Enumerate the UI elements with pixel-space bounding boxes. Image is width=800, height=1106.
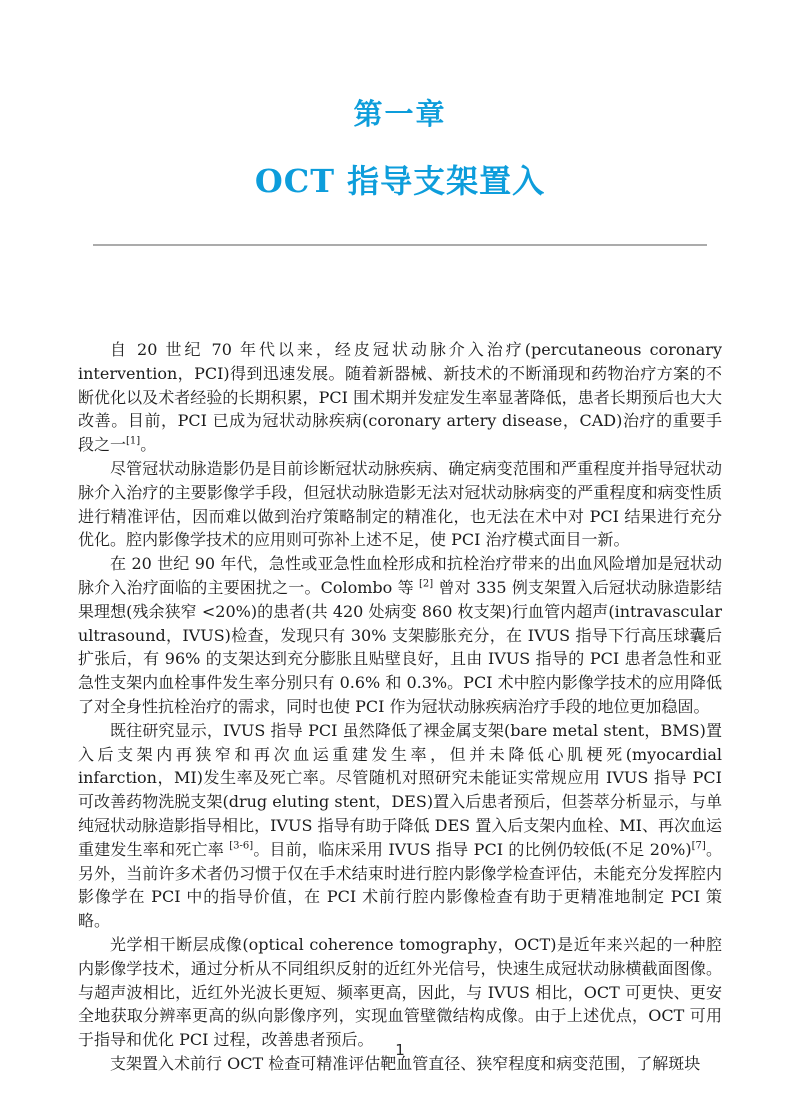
chapter-title: OCT 指导支架置入 <box>254 162 546 201</box>
paragraph-text: 既往研究显示，IVUS 指导 PCI 虽然降低了裸金属支架(bare metal stent，BMS)置入后支架内再狭窄和再次血运重建发生率，但并未降低心肌梗死(myocardial infarction，MI)发生率及死亡率。尽管随机对照研究未能证实常规应用 IVUS 指导 PCI 可改善药物洗脱支架(drug eluting stent，DES)置入后患者预后，但荟萃分析显示，与单纯冠状动脉造影指导相比，IVUS 指导有助于降低 DES 置入后支架内血栓、MI、再次血运重建发生率和死亡率 <box>78 720 722 859</box>
paragraph-text: 支架置入术前行 OCT 检查可精准评估靶血管直径、狭窄程度和病变范围，了解斑块 <box>110 1053 701 1073</box>
page-number: 1 <box>395 1041 405 1059</box>
paragraph <box>78 457 722 552</box>
citation-ref: [3-6] <box>229 840 254 852</box>
paragraph-text: 在 20 世纪 90 年代，急性或亚急性血栓形成和抗栓治疗带来的出血风险增加是冠状动脉介入治疗面临的主要困扰之一。Colombo 等 <box>78 554 722 597</box>
paragraph-text: 。 <box>140 435 157 455</box>
citation-ref: [1] <box>126 435 141 447</box>
paragraph <box>78 933 722 1052</box>
paragraph-text: 。目前，临床采用 IVUS 指导 PCI 的比例仍较低(不足 20%) <box>253 839 692 859</box>
paragraph <box>78 552 722 719</box>
citation-ref: [2] <box>419 578 434 590</box>
paragraph <box>78 719 722 933</box>
citation-ref: [7] <box>691 840 706 852</box>
paragraph-text: 自 20 世纪 70 年代以来，经皮冠状动脉介入治疗(percutaneous coronary intervention，PCI)得到迅速发展。随着新器械、新技术的不断涌现和药物治疗方案的不断优化以及术者经验的长期积累，PCI 围术期并发症发生率显著降低，患者长期预后也大大改善。目前，PCI 已成为冠状动脉疾病(coronary artery disease，CAD)治疗的重要手段之一 <box>78 340 722 455</box>
paragraph <box>78 338 722 457</box>
title-divider <box>93 244 707 246</box>
paragraph-text: 尽管冠状动脉造影仍是目前诊断冠状动脉疾病、确定病变范围和严重程度并指导冠状动脉介入治疗的主要影像学手段，但冠状动脉造影无法对冠状动脉病变的严重程度和病变性质进行精准评估，因而难以做到治疗策略制定的精准化，也无法在术中对 PCI 结果进行充分优化。腔内影像学技术的应用则可弥补上述不足，使 PCI 治疗模式面目一新。 <box>78 459 722 550</box>
paragraph-text: 曾对 335 例支架置入后冠状动脉造影结果理想(残余狭窄 <20%)的患者(共 420 处病变 860 枚支架)行血管内超声(intravascular ultrasound，IVUS)检查，发现只有 30% 支架膨胀充分，在 IVUS 指导下行高压球囊后扩张后，有 96% 的支架达到充分膨胀且贴壁良好，且由 IVUS 指导的 PCI 患者急性和亚急性支架内血栓事件发生率分别只有 0.6% 和 0.3%。PCI 术中腔内影像学技术的应用降低了对全身性抗栓治疗的需求，同时也使 PCI 作为冠状动脉疾病治疗手段的地位更加稳固。 <box>78 578 722 716</box>
paragraph-text: 光学相干断层成像(optical coherence tomography，OCT)是近年来兴起的一种腔内影像学技术，通过分析从不同组织反射的近红外光信号，快速生成冠状动脉横截面图像。与超声波相比，近红外光波长更短、频率更高，因此，与 IVUS 相比，OCT 可更快、更安全地获取分辨率更高的纵向影像序列，实现血管壁微结构成像。由于上述优点，OCT 可用于指导和优化 PCI 过程，改善患者预后。 <box>78 934 722 1050</box>
body-text <box>78 338 722 1076</box>
chapter-number: 第一章 <box>353 97 447 131</box>
paragraph-text: 。另外，当前许多术者仍习惯于仅在手术结束时进行腔内影像学检查评估，未能充分发挥腔内影像学在 PCI 中的指导价值，在 PCI 术前行腔内影像检查有助于更精准地制定 PCI 策略。 <box>78 839 722 931</box>
